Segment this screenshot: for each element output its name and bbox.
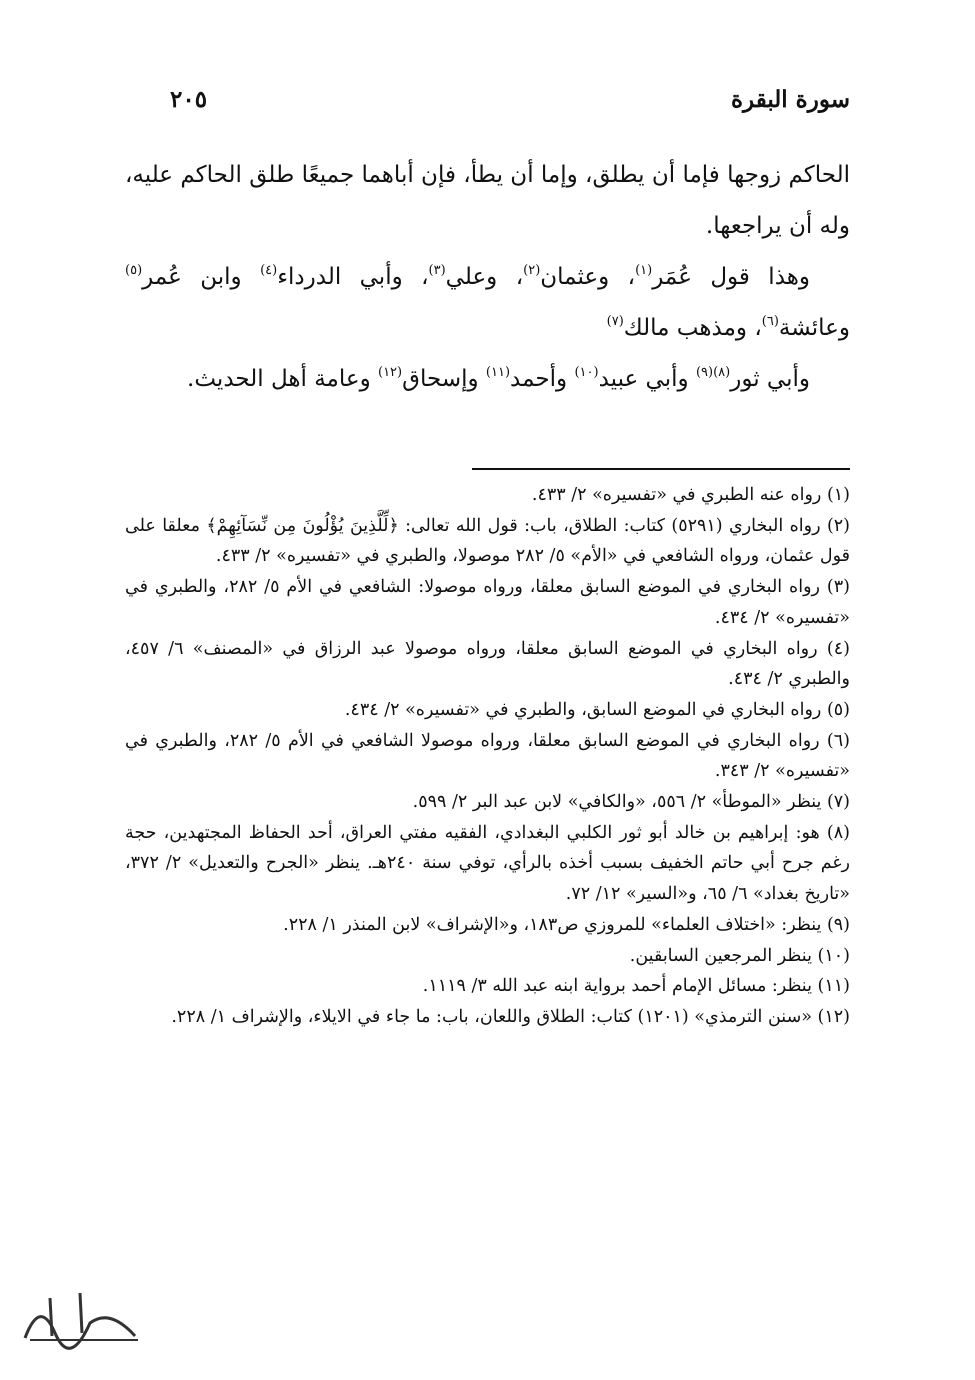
footnote-text: رواه البخاري في الموضع السابق معلقا، ورواه موصولا عبد الرزاق في «المصنف» ٦/ ٤٥٧، والطبري ٢/ ٤٣٤. (125, 638, 850, 690)
footnote-text: رواه البخاري (٥٢٩١) كتاب: الطلاق، باب: قول الله تعالى: ﴿لِّلَّذِينَ يُؤْلُونَ مِن نِّسَآئِهِمْ﴾ معلقا على قول عثمان، ورواه الشافعي في «الأم» ٥/ ٢٨٢ موصولا، والطبري في «تفسيره» ٢/ ٤٣٣. (125, 515, 850, 567)
footnotes (125, 480, 850, 1033)
text-segment: وإسحاق (402, 366, 486, 392)
footnote-number: (٨) (826, 822, 850, 843)
footnote-item (125, 941, 850, 972)
footnote-ref[interactable]: (٥) (125, 263, 143, 278)
publisher-logo (10, 1278, 150, 1368)
footnote-ref[interactable]: (٧) (606, 314, 624, 329)
footnote-ref[interactable]: (٢) (523, 263, 541, 278)
text-segment: وعامة أهل الحديث. (187, 366, 378, 392)
footnote-ref[interactable]: (٩) (695, 365, 714, 380)
footnote-item (125, 480, 850, 511)
footnote-ref[interactable]: (٤) (260, 263, 278, 278)
footnote-separator (472, 468, 850, 470)
text-segment: ، ومذهب مالك (623, 315, 762, 341)
footnote-item (125, 726, 850, 787)
page-number: ٢٠٥ (170, 86, 208, 113)
footnote-text: رواه البخاري في الموضع السابق، والطبري في «تفسيره» ٢/ ٤٣٤. (344, 699, 822, 720)
text-segment: وعائشة (778, 315, 850, 341)
footnote-text: ينظر «الموطأ» ٢/ ٥٥٦، «والكافي» لابن عبد البر ٢/ ٥٩٩. (412, 792, 822, 813)
logo-calligraphy-icon (10, 1278, 150, 1368)
footnote-ref[interactable]: (٣) (428, 263, 446, 278)
footnote-item (125, 1002, 850, 1033)
footnote-number: (١٢) (817, 1006, 850, 1027)
text-segment: وأحمد (510, 366, 575, 392)
footnote-text: رواه البخاري في الموضع السابق معلقا، ورواه موصولا: الشافعي في الأم ٥/ ٢٨٢، والطبري في «تفسيره» ٢/ ٤٣٤. (125, 577, 850, 628)
footnote-number: (١) (826, 485, 850, 505)
footnote-number: (٦) (826, 730, 850, 751)
footnote-text: ينظر المرجعين السابقين. (629, 945, 812, 966)
footnote-text: «سنن الترمذي» (١٢٠١) كتاب: الطلاق واللعان، باب: ما جاء في الايلاء، والإشراف ١/ ٢٢٨. (171, 1006, 812, 1027)
surah-title: سورة البقرة (730, 86, 850, 113)
footnote-item (125, 971, 850, 1002)
footnote-text: رواه عنه الطبري في «تفسيره» ٢/ ٤٣٣. (531, 485, 822, 505)
text-segment: وابن عُمر (142, 264, 261, 290)
footnote-ref[interactable]: (٨) (713, 365, 731, 380)
footnote-number: (٣) (826, 577, 850, 598)
footnote-ref[interactable]: (٦) (761, 314, 779, 329)
paragraph-3 (125, 354, 850, 405)
text-segment: وهذا قول عُمَر (652, 264, 811, 290)
paragraph-2 (125, 252, 850, 354)
footnote-number: (١٠) (817, 945, 850, 966)
footnote-number: (٢) (826, 515, 850, 536)
footnote-number: (٥) (826, 699, 850, 720)
footnote-ref[interactable]: (١١) (485, 365, 511, 380)
paragraph-1: الحاكم زوجها فإما أن يطلق، وإما أن يطأ، فإن أباهما جميعًا طلق الحاكم عليه، وله أن يراجعها. (125, 162, 850, 239)
footnote-text: ينظر: «اختلاف العلماء» للمروزي ص١٨٣، و«الإشراف» لابن المنذر ١/ ٢٢٨. (283, 914, 822, 935)
main-text (125, 150, 850, 405)
footnote-number: (٤) (826, 638, 850, 659)
text-segment: وأبي عبيد (598, 366, 696, 392)
footnote-item (125, 910, 850, 941)
text-segment: ، وعلي (445, 264, 524, 290)
footnote-item (125, 511, 850, 572)
text-segment: ، وأبي الدرداء (277, 264, 429, 290)
text-segment: ، وعثمان (540, 264, 636, 290)
footnote-item (125, 818, 850, 910)
page-header (170, 86, 850, 120)
footnote-item (125, 787, 850, 818)
footnote-ref[interactable]: (١٠) (574, 365, 599, 380)
footnote-ref[interactable]: (١) (635, 263, 653, 278)
footnote-number: (٧) (826, 792, 850, 813)
footnote-item (125, 695, 850, 726)
footnote-item (125, 572, 850, 633)
footnote-ref[interactable]: (١٢) (378, 365, 403, 380)
footnote-text: رواه البخاري في الموضع السابق معلقا، ورواه موصولا الشافعي في الأم ٥/ ٢٨٢، والطبري في «تفسيره» ٢/ ٣٤٣. (125, 730, 850, 782)
footnote-text: هو: إبراهيم بن خالد أبو ثور الكلبي البغدادي، الفقيه مفتي العراق، أحد الحفاظ المجتهدين، حجة رغم جرح أبي حاتم الخفيف بسبب أخذه بالرأي، توفي سنة ٢٤٠هـ. ينظر «الجرح والتعديل» ٢/ ٣٧٢، «تاريخ بغداد» ٦/ ٦٥، و«السير» ١٢/ ٧٢. (125, 822, 850, 905)
footnote-number: (٩) (826, 914, 850, 935)
footnote-number: (١١) (817, 976, 850, 997)
footnote-text: ينظر: مسائل الإمام أحمد برواية ابنه عبد الله ٣/ ١١١٩. (422, 976, 812, 997)
footnote-item (125, 634, 850, 695)
text-segment: وأبي ثور (730, 366, 810, 392)
